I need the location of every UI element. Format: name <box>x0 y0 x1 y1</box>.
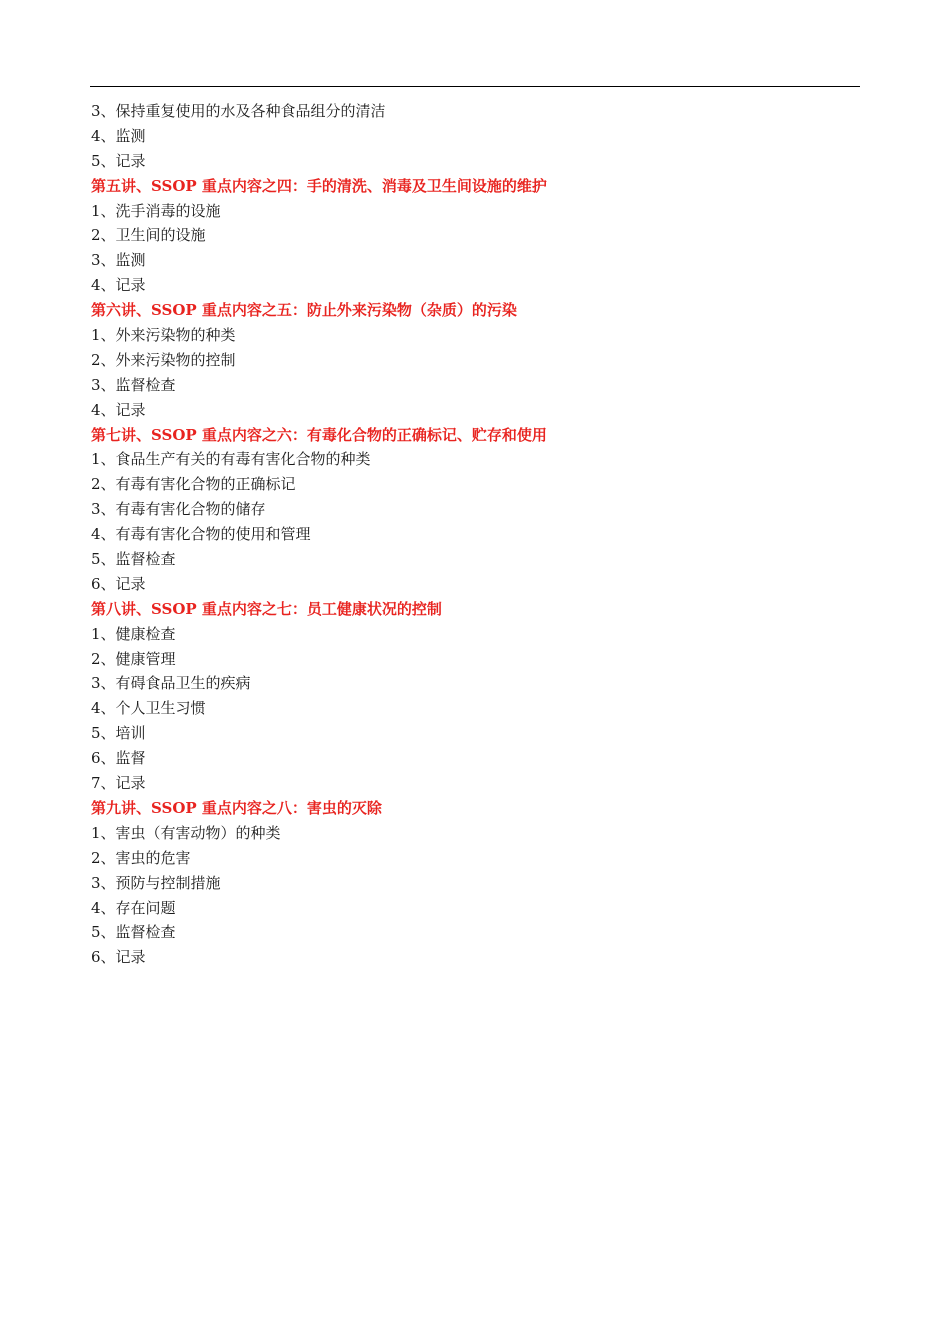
list-item: 6、监督 <box>91 749 146 768</box>
list-item: 1、外来污染物的种类 <box>91 326 236 345</box>
list-item: 7、记录 <box>91 774 146 793</box>
section-heading: 第八讲、SSOP 重点内容之七：员工健康状况的控制 <box>91 599 442 618</box>
list-item: 4、记录 <box>91 276 146 295</box>
list-item: 3、有毒有害化合物的储存 <box>91 500 266 519</box>
list-item: 2、健康管理 <box>91 649 176 668</box>
list-item: 5、培训 <box>91 724 146 743</box>
list-item: 2、卫生间的设施 <box>91 226 206 245</box>
list-item: 3、预防与控制措施 <box>91 873 221 892</box>
list-item: 3、监督检查 <box>91 375 176 394</box>
document-body <box>91 99 851 970</box>
list-item: 4、监测 <box>91 126 146 145</box>
list-item: 5、监督检查 <box>91 923 176 942</box>
list-item: 1、洗手消毒的设施 <box>91 201 221 220</box>
list-item: 4、存在问题 <box>91 898 176 917</box>
list-item: 4、记录 <box>91 400 146 419</box>
list-item: 1、健康检查 <box>91 624 176 643</box>
list-item: 5、监督检查 <box>91 550 176 569</box>
list-item: 3、监测 <box>91 251 146 270</box>
header-rule <box>90 86 860 87</box>
list-item: 4、个人卫生习惯 <box>91 699 206 718</box>
list-item: 6、记录 <box>91 574 146 593</box>
list-item: 2、有毒有害化合物的正确标记 <box>91 475 296 494</box>
list-item: 2、外来污染物的控制 <box>91 350 236 369</box>
list-item: 6、记录 <box>91 948 146 967</box>
section-heading: 第九讲、SSOP 重点内容之八：害虫的灭除 <box>91 798 382 817</box>
list-item: 1、食品生产有关的有毒有害化合物的种类 <box>91 450 371 469</box>
section-heading: 第六讲、SSOP 重点内容之五：防止外来污染物（杂质）的污染 <box>91 301 517 320</box>
list-item: 1、害虫（有害动物）的种类 <box>91 823 281 842</box>
list-item: 4、有毒有害化合物的使用和管理 <box>91 525 311 544</box>
section-heading: 第五讲、SSOP 重点内容之四：手的清洗、消毒及卫生间设施的维护 <box>91 176 547 195</box>
list-item: 5、记录 <box>91 151 146 170</box>
list-item: 3、保持重复使用的水及各种食品组分的清洁 <box>91 102 386 120</box>
list-item: 3、有碍食品卫生的疾病 <box>91 674 251 693</box>
list-item: 2、害虫的危害 <box>91 848 191 867</box>
section-heading: 第七讲、SSOP 重点内容之六：有毒化合物的正确标记、贮存和使用 <box>91 425 547 444</box>
